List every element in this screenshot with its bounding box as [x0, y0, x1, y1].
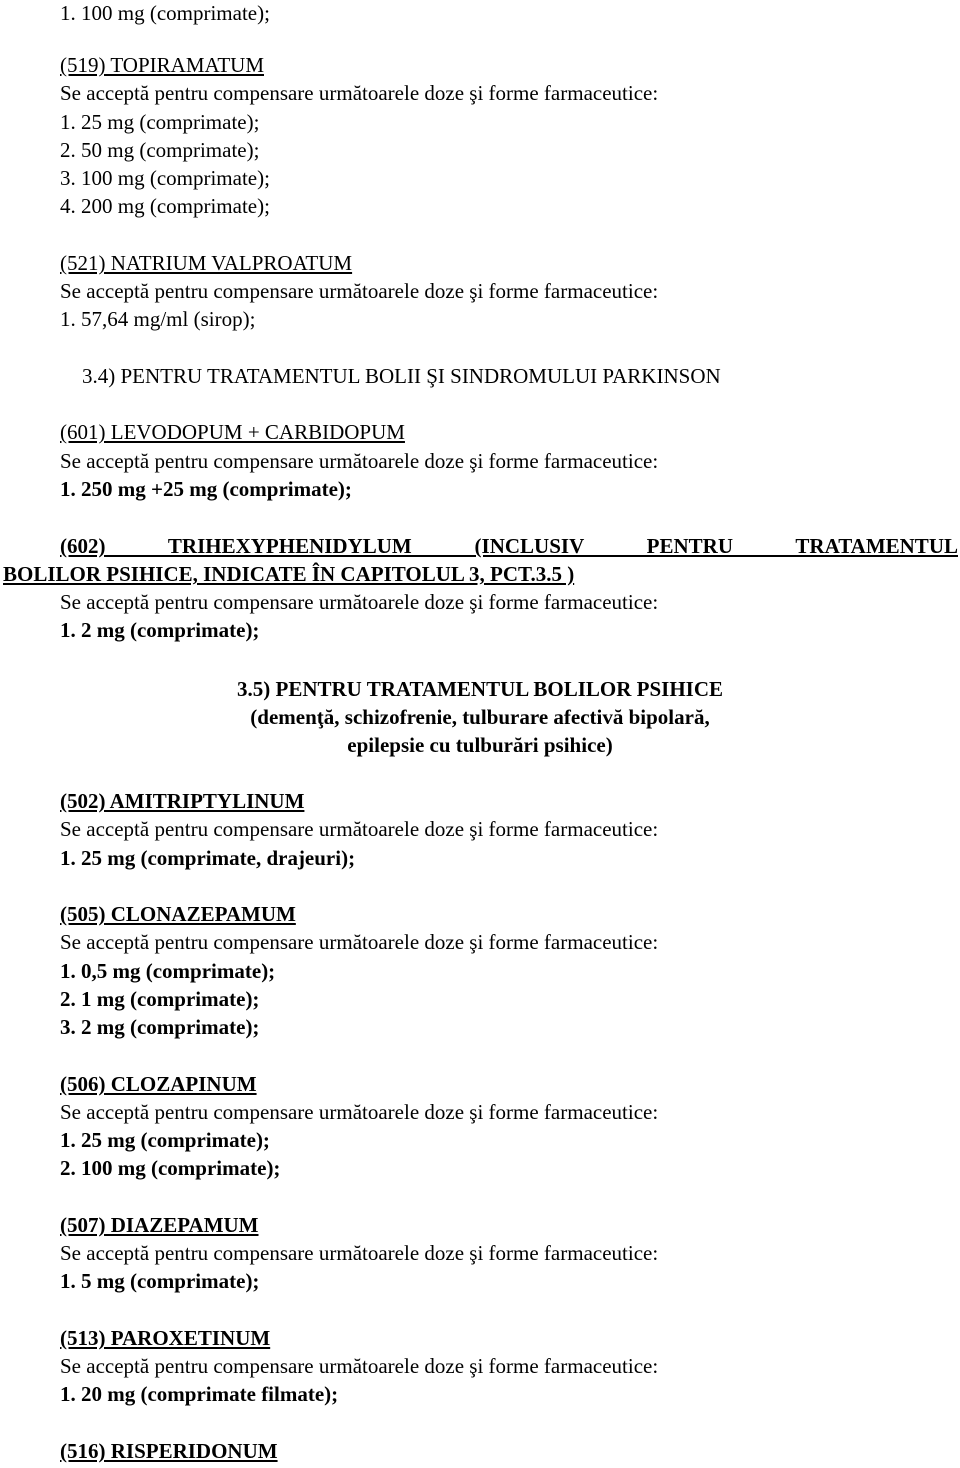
accepted-doses-note: Se acceptă pentru compensare următoarele doze şi forme farmaceutice:	[60, 449, 659, 473]
accepted-doses-note: Se acceptă pentru compensare următoarele doze şi forme farmaceutice:	[60, 930, 659, 954]
drug-heading: (521) NATRIUM VALPROATUM	[60, 251, 353, 275]
drug-heading: (601) LEVODOPUM + CARBIDOPUM	[60, 420, 405, 444]
accepted-doses-note: Se acceptă pentru compensare următoarele doze şi forme farmaceutice:	[60, 1354, 659, 1378]
drug-heading: (513) PAROXETINUM	[60, 1326, 271, 1350]
dose-line: 1. 25 mg (comprimate);	[60, 1128, 270, 1152]
section-subtitle: epilepsie cu tulburări psihice)	[347, 733, 613, 757]
dose-line: 1. 2 mg (comprimate);	[60, 618, 260, 642]
accepted-doses-note: Se acceptă pentru compensare următoarele doze şi forme farmaceutice:	[60, 279, 659, 303]
accepted-doses-note: Se acceptă pentru compensare următoarele doze şi forme farmaceutice:	[60, 817, 659, 841]
accepted-doses-note: Se acceptă pentru compensare următoarele doze şi forme farmaceutice:	[60, 590, 659, 614]
dose-line: 1. 25 mg (comprimate, drajeuri);	[60, 846, 356, 870]
dose-line: 1. 20 mg (comprimate filmate);	[60, 1382, 339, 1406]
dose-line: 2. 50 mg (comprimate);	[60, 138, 260, 162]
dose-line: 3. 100 mg (comprimate);	[60, 166, 270, 190]
section-subtitle: (demenţă, schizofrenie, tulburare afectivă bipolară,	[250, 705, 710, 729]
accepted-doses-note: Se acceptă pentru compensare următoarele doze şi forme farmaceutice:	[60, 81, 659, 105]
drug-heading-continued: BOLILOR PSIHICE, INDICATE ÎN CAPITOLUL 3, PCT.3.5 )	[3, 562, 575, 586]
drug-heading: (506) CLOZAPINUM	[60, 1072, 257, 1096]
section-heading: 3.5) PENTRU TRATAMENTUL BOLILOR PSIHICE	[237, 677, 723, 701]
section-heading: 3.4) PENTRU TRATAMENTUL BOLII ŞI SINDROMULUI PARKINSON	[82, 364, 721, 388]
accepted-doses-note: Se acceptă pentru compensare următoarele doze şi forme farmaceutice:	[60, 1100, 659, 1124]
dose-line: 1. 57,64 mg/ml (sirop);	[60, 307, 256, 331]
dose-line: 2. 1 mg (comprimate);	[60, 987, 260, 1011]
dose-line: 1. 250 mg +25 mg (comprimate);	[60, 477, 352, 501]
drug-heading: (516) RISPERIDONUM	[60, 1439, 278, 1463]
drug-heading: (502) AMITRIPTYLINUM	[60, 789, 305, 813]
dose-line: 1. 5 mg (comprimate);	[60, 1269, 260, 1293]
dose-line: 2. 100 mg (comprimate);	[60, 1156, 281, 1180]
dose-line: 4. 200 mg (comprimate);	[60, 194, 270, 218]
dose-line: 1. 100 mg (comprimate);	[60, 1, 270, 25]
accepted-doses-note: Se acceptă pentru compensare următoarele doze şi forme farmaceutice:	[60, 1241, 659, 1265]
dose-line: 3. 2 mg (comprimate);	[60, 1015, 260, 1039]
dose-line: 1. 25 mg (comprimate);	[60, 110, 260, 134]
dose-line: 1. 0,5 mg (comprimate);	[60, 959, 276, 983]
drug-heading: (519) TOPIRAMATUM	[60, 53, 264, 77]
drug-heading: (507) DIAZEPAMUM	[60, 1213, 259, 1237]
drug-heading: (602) TRIHEXYPHENIDYLUM (INCLUSIV PENTRU TRATAMENTUL	[60, 534, 958, 558]
drug-heading: (505) CLONAZEPAMUM	[60, 902, 296, 926]
